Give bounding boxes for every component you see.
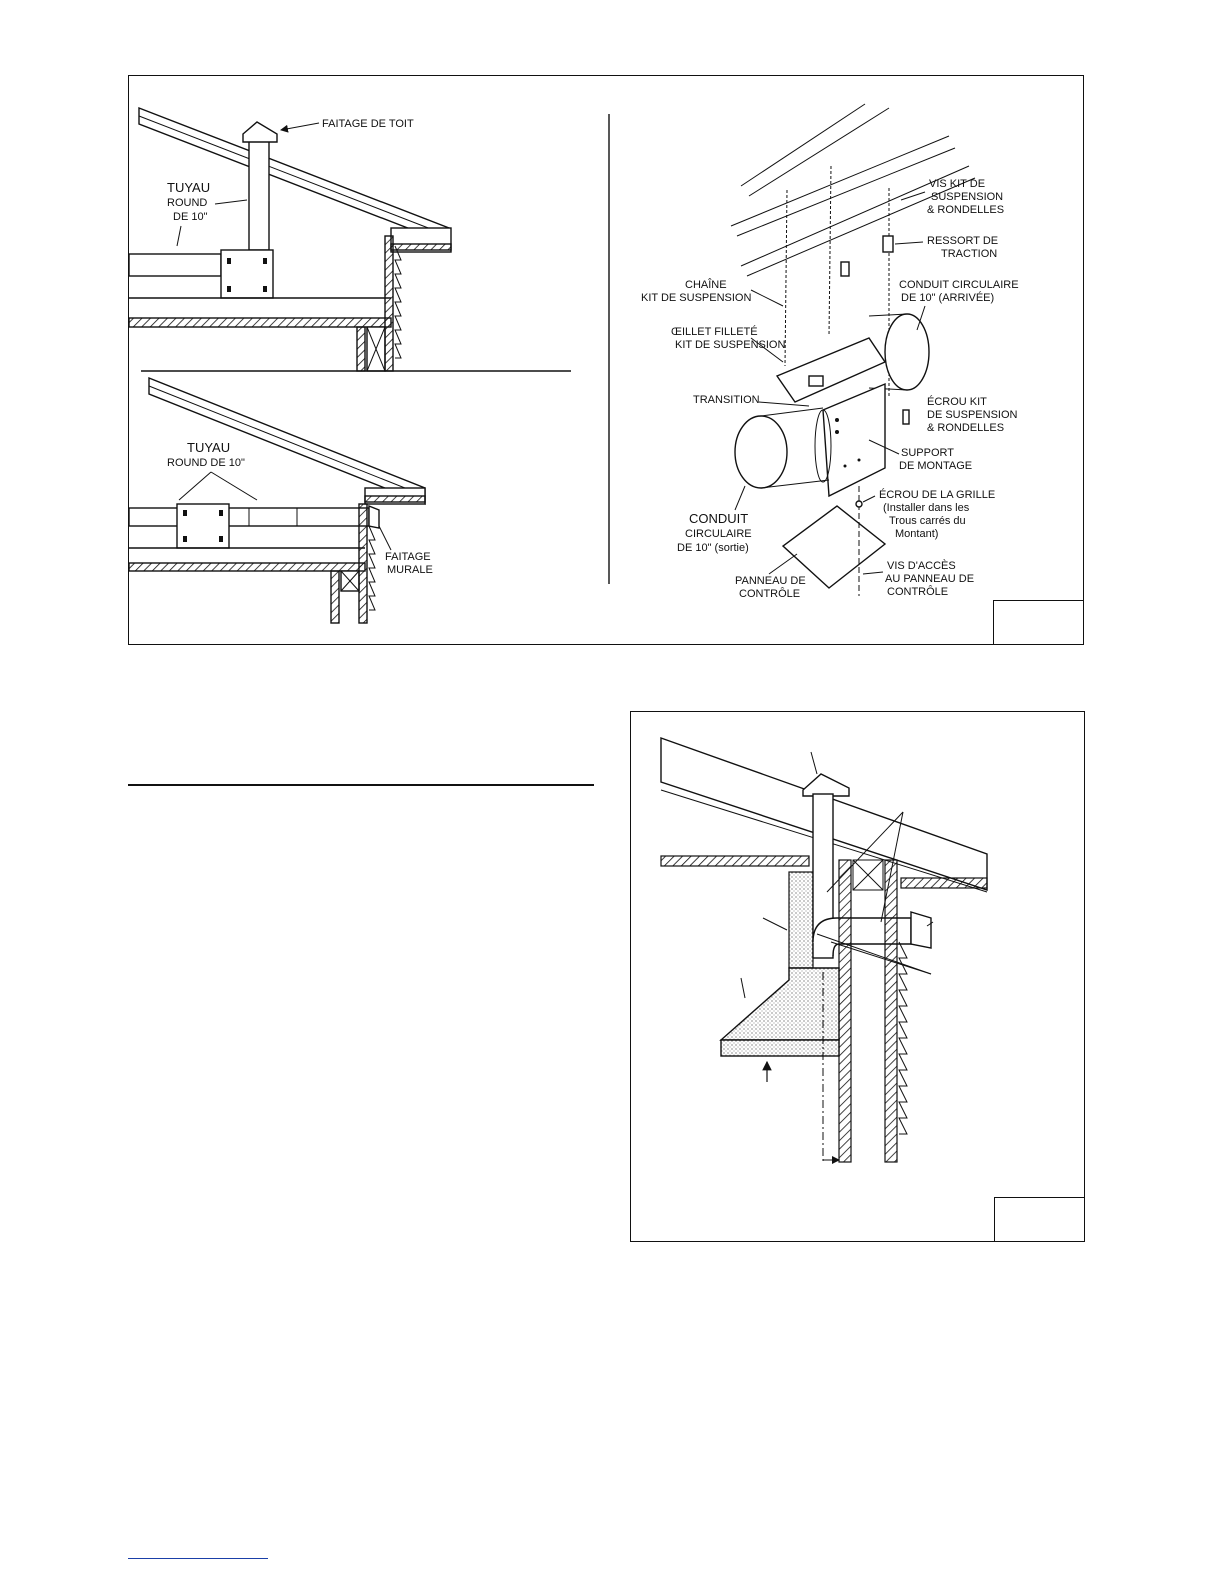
label-pipe-top-2: ROUND	[167, 197, 208, 209]
label-spring-2: TRACTION	[941, 248, 998, 260]
wall-exhaust-scene	[129, 378, 433, 623]
label-panel-2: CONTRÔLE	[739, 588, 801, 600]
label-grille-nut-2: (Installer dans les	[883, 502, 970, 514]
label-nut-2: DE SUSPENSION	[927, 409, 1018, 421]
label-access-screw-3: CONTRÔLE	[887, 586, 949, 598]
section-heading-rule	[128, 784, 594, 786]
figure-bottom-drawing	[631, 712, 1084, 1241]
label-nut-3: & RONDELLES	[927, 422, 1005, 434]
label-duct-in-1: CONDUIT CIRCULAIRE	[899, 279, 1019, 291]
label-chain-1: CHAÎNE	[685, 279, 727, 291]
figure-number-box	[993, 600, 1083, 644]
outlet-duct-end	[735, 416, 787, 488]
label-nut-1: ÉCROU KIT	[927, 396, 987, 408]
label-chain-2: KIT DE SUSPENSION	[641, 292, 752, 304]
label-access-screw-2: AU PANNEAU DE	[885, 573, 975, 585]
figure-top-drawing	[129, 76, 1083, 644]
label-bracket-1: SUPPORT	[901, 447, 954, 459]
label-pipe-bottom-1: TUYAU	[187, 440, 231, 455]
figure-number-box	[994, 1197, 1084, 1241]
hood-bottom	[721, 1040, 839, 1056]
suspension-kit-diagram	[641, 104, 1019, 600]
roof-exhaust-scene	[129, 108, 571, 371]
label-duct-in-2: DE 10" (ARRIVÉE)	[901, 292, 995, 304]
label-duct-out-3: DE 10" (sortie)	[677, 542, 749, 554]
chimney-cover	[789, 872, 813, 968]
siding	[899, 942, 907, 1134]
wall-cap-icon	[369, 506, 379, 528]
siding	[395, 246, 401, 358]
label-grille-nut-3: Trous carrés du	[889, 515, 966, 527]
range-hood	[721, 968, 839, 1040]
spring-icon	[883, 236, 893, 252]
roof-cap-icon	[803, 774, 849, 796]
label-eyelet-2: KIT DE SUSPENSION	[675, 339, 786, 351]
chain-middle	[829, 166, 831, 336]
label-grille-nut-1: ÉCROU DE LA GRILLE	[879, 489, 996, 501]
label-access-screw-1: VIS D'ACCÈS	[887, 560, 956, 572]
horizontal-duct	[129, 254, 221, 276]
label-bracket-2: DE MONTAGE	[899, 460, 973, 472]
label-pipe-top-1: TUYAU	[167, 180, 211, 195]
label-wall-cap-1: FAITAGE	[385, 551, 431, 563]
label-pipe-top-3: DE 10"	[173, 211, 208, 223]
label-pipe-bottom-2: ROUND DE 10"	[167, 457, 245, 469]
label-screws-1: VIS KIT DE	[929, 178, 986, 190]
ceiling-joist	[129, 318, 391, 327]
label-screws-2: SUSPENSION	[931, 191, 1004, 203]
interior-wall	[839, 860, 851, 1162]
inlet-duct-end	[885, 314, 929, 390]
label-grille-nut-4: Montant)	[895, 528, 939, 540]
label-panel-1: PANNEAU DE	[735, 575, 806, 587]
vertical-pipe	[249, 138, 269, 250]
wall-cap-icon	[911, 912, 931, 948]
label-screws-3: & RONDELLES	[927, 204, 1005, 216]
footer-rule	[128, 1558, 268, 1559]
label-spring-1: RESSORT DE	[927, 235, 999, 247]
label-eyelet-1: ŒILLET FILLETÉ	[671, 326, 758, 338]
figure-wall-hood-section	[630, 711, 1085, 1242]
label-roof-cap: FAITAGE DE TOIT	[322, 118, 414, 130]
mounting-bracket-box	[823, 384, 885, 496]
label-wall-cap-2: MURALE	[387, 564, 433, 576]
label-duct-out-1: CONDUIT	[689, 511, 749, 526]
label-transition: TRANSITION	[693, 394, 760, 406]
figure-installation-overview	[128, 75, 1084, 645]
roof-cap-icon	[243, 122, 277, 142]
exterior-wall	[885, 860, 897, 1162]
ceiling-joist-lower	[129, 563, 365, 571]
label-duct-out-2: CIRCULAIRE	[685, 528, 752, 540]
